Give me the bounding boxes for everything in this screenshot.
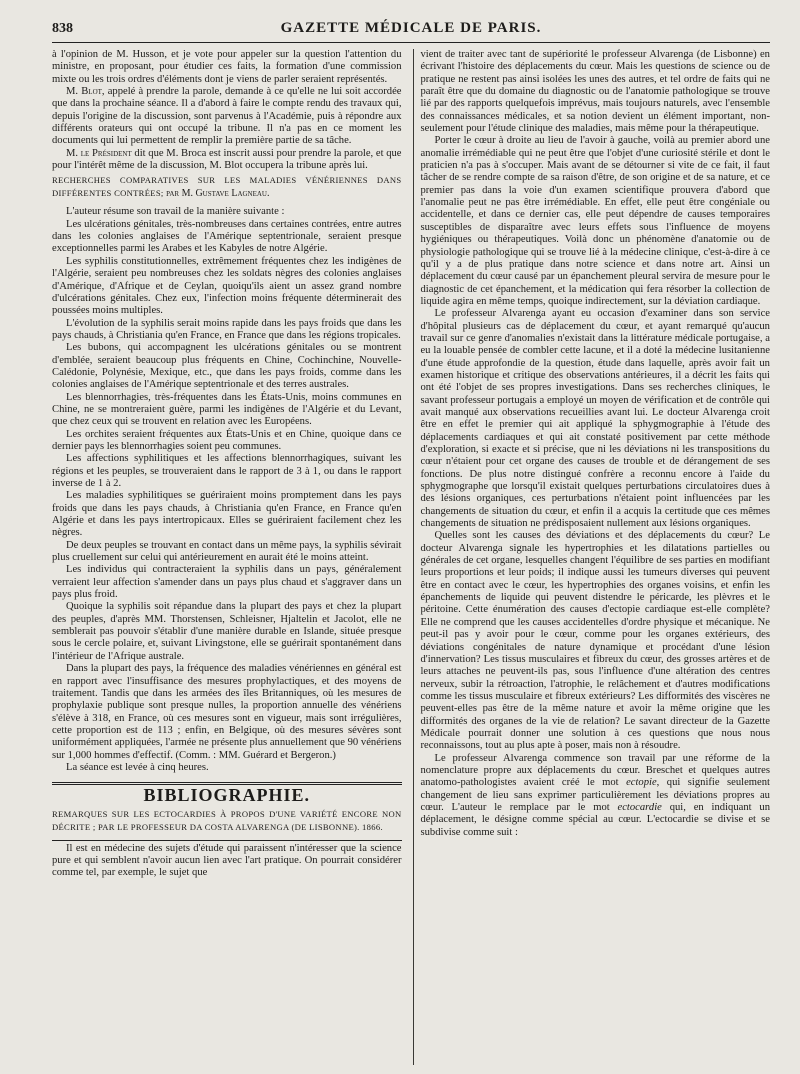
paragraph-text: appelé à prendre la parole, demande à ce qu'elle ne lui soit accordée que dans la prochaine séance. Il a d'abord à faire le compte rendu des travaux qui, depuis l'origine de la discussion, sont parvenus à l'Académie, puis à répondre aux différents orateurs qui ont occupé la tribune. Il n'a pas en ce moment les documents qui lui permettent de remplir la première partie de sa tâche. bbox=[52, 86, 402, 147]
speaker-name: M. le Président bbox=[66, 147, 132, 159]
page-number: 838 bbox=[52, 21, 73, 36]
paragraph-text: Le professeur Alvarenga commence son travail par une réforme de la nomenclature propre aux déplacements du cœur. Breschet et quelques autres anatomo-pathologistes avaient créé le mot bbox=[420, 752, 770, 789]
paragraph: à l'opinion de M. Husson, et je vote pour appeler sur la question l'attention du ministre, en proposant, pour étudier ces faits, la formation d'une commission mixte ou les trois ordres d'éléments dont je viens de parler seraient représentés. bbox=[52, 49, 402, 85]
paragraph: Les orchites seraient fréquentes aux États-Unis et en Chine, quoique dans ce dernier pays les blennorrhagies soient peu communes. bbox=[52, 428, 402, 452]
term-ectocardie: ectocardie bbox=[617, 801, 662, 813]
section-title: RECHERCHES COMPARATIVES SUR LES MALADIES VÉNÉRIENNES DANS DIFFÉRENTES CONTRÉES; bbox=[52, 175, 402, 199]
paragraph bbox=[420, 753, 770, 839]
paragraph: L'auteur résume son travail de la manière suivante : bbox=[66, 206, 285, 218]
text-columns bbox=[52, 49, 770, 1065]
paragraph bbox=[52, 86, 402, 148]
paragraph: Dans la plupart des pays, la fréquence des maladies vénériennes en général est en rapport avec l'insuffisance des mesures prophylactiques, et des moyens de traitement. Tandis que dans les armées des îles Britanniques, où les mesures de prophylaxie publique sont presque nulles, la proportion annuelle des vénériens s'élève à 318, en France, où ces mesures sont en vigueur, mais sont irrégulières, cette proportion est de 113 ; enfin, en Belgique, où des mesures sévères sont uniformément appliquées, l'armée ne présente plus annuellement que 90 vénériens sur 1,000 hommes d'effectif. (Comm. : MM. Guérard et Bergeron.) bbox=[52, 663, 402, 761]
paragraph: vient de traiter avec tant de supériorité le professeur Alvarenga (de Lisbonne) en écrivant l'histoire des déplacements du cœur. Mais les questions de science ou de pratique ne restent pas ainsi isolées les unes des autres, et tel ordre de faits qui ne paraît être que du domaine du diagnostic ou de l'anatomie pathologique se trouve lié par des rapports quelquefois imprévus, mais toujours naturels, avec l'ensemble des connaissances médicales, et sa notion devient un élément important, non-seulement pour l'étude clinique des maladies, mais même pour la thérapeutique. bbox=[420, 49, 770, 135]
reference-divider bbox=[52, 840, 402, 841]
paragraph: L'évolution de la syphilis serait moins rapide dans les pays froids que dans les pays chauds, à Christiania qu'en France, en France que dans les régions tropicales. bbox=[52, 317, 402, 341]
paragraph-text: dit que M. Broca est inscrit aussi pour prendre la parole, et que pour l'intérêt même de la discussion, M. Blot occupera la tribune après lui. bbox=[52, 147, 402, 172]
speaker-name: M. Blot, bbox=[66, 86, 105, 98]
paragraph: De deux peuples se trouvant en contact dans un même pays, la syphilis sévirait plus cruellement sur celui qui antérieurement en aurait été le moins atteint. bbox=[52, 539, 402, 564]
paragraph: Les maladies syphilitiques se guériraient moins promptement dans les pays froids que dans les pays chauds, à Christiania qu'en France, en France qu'en Algérie et dans les pays intertropicaux. Elles se guériraient facilement chez les nègres. bbox=[52, 490, 402, 539]
paragraph: La séance est levée à cinq heures. bbox=[66, 761, 209, 773]
paragraph-text: , qui signifie seulement changement de lieu sans exprimer particulièrement les déviations propres au cœur. L'auteur le remplace par le mot bbox=[420, 777, 770, 813]
bibliography-heading: BIBLIOGRAPHIE. bbox=[143, 785, 311, 806]
term-ectopie: ectopie bbox=[626, 777, 657, 789]
paragraph-text: qui, en indiquant un déplacement, le désigne comme spécial au cœur. L'ectocardie se divise et se subdivise comme suit : bbox=[420, 801, 770, 838]
paragraph: Quelles sont les causes des déviations et des déplacements du cœur? Le docteur Alvarenga signale les hypertrophies et les dilatations partielles ou générales de cet organe, lesquelles changent l'équilibre de ses parties en modifiant leurs proportions et leur poids; il indique aussi les tumeurs diverses qui peuvent être en contact avec le cœur, les hypertrophies des organes voisins, et enfin les épanchements de liquide qui peuvent distendre le péricarde, les plèvres et le péritoine. Cette énumération des causes d'ectopie cardiaque est-elle complète? Elle ne comprend que les causes accidentelles d'ordre physique et mécanique. Ne peut-il pas y avoir pour le cœur, comme pour les organes extérieurs, des déviations congénitales de nature dynamique et procédant d'une lésion d'innervation? Les tissus musculaires et fibreux du cœur, des grosses artères et de leurs attaches ne peuvent-ils pas, sous l'influence d'une altération des centres nerveux, subir la rétroaction, l'atrophie, le relâchement et d'autres modifications comme les tissus musculaire et fibreux extérieurs? Les difformités des viscères ne peuvent-elles pas être de la même nature et avoir la même origine que les difformités des organes de la vie de relation? Le savant directeur de la Gazette Médicale pourrait donner une solution à ces questions que nous nous reconnaissons, tout au plus apte à poser, mais non à résoudre. bbox=[420, 530, 770, 752]
left-column bbox=[52, 49, 408, 1065]
paragraph: Il est en médecine des sujets d'étude qui paraissent n'intéresser que la science pure et qui semblent n'avoir aucun lien avec l'art pratique. On pourrait considérer comme tel, par exemple, le sujet que bbox=[52, 842, 402, 879]
column-rule bbox=[413, 49, 414, 1065]
paragraph: Les ulcérations génitales, très-nombreuses dans certaines contrées, entre autres dans les colonies anglaises de l'Amérique septentrionale, seraient presque exceptionnelles parmi les Arabes et les Kabyles de notre Algérie. bbox=[52, 218, 402, 255]
right-column bbox=[418, 49, 770, 1065]
paragraph: Quoique la syphilis soit répandue dans la plupart des pays et chez la plupart des peuples, d'après MM. Thorstensen, Schleisner, Hjaltelin et Jacolot, elle ne semblerait pas pouvoir s'établir d'une manière durable en Islande, située presque sous le cercle polaire, et, suivant Livingstone, elle se guérirait spontanément dans l'intérieur de l'Afrique australe. bbox=[52, 601, 402, 662]
section-author: par M. Gustave Lagneau. bbox=[163, 188, 270, 200]
page-header bbox=[52, 20, 770, 43]
paragraph: Porter le cœur à droite au lieu de l'avoir à gauche, voilà au premier abord une anomalie irrémédiable qui ne peut être que l'objet d'une curiosité stérile et dont le praticien n'a pas à s'occuper. Mais avant de se détourner si vite de ce fait, il faut tâcher de se rendre compte de sa raison d'être, de son origine et de sa nature, et ce premier pas dans la voie d'un examen scientifique prouvera d'abord que l'anomalie peut ne pas être irrémédiable. En effet, elle peut être congéniale ou accidentelle, et dans ce dernier cas, elle peut dépendre de causes temporaires susceptibles de disparaître avec leurs effets sous l'influence de moyens hygiéniques ou thérapeutiques. Voilà donc un phénomène d'anatomie ou de physiologie pathologique qui se trouve lié à la médecine clinique, c'est-à-dire à ce qu'il y a de plus pratique dans notre science et dans notre art. Ainsi un déplacement du cœur causé par un épanchement pleural servira de mesure pour le diagnostic de cet épanchement, et la médication qui fera résorber la collection de liquide agira en même temps, quoique indirectement, sur la déviation cardiaque. bbox=[420, 135, 770, 307]
paragraph: Les syphilis constitutionnelles, extrêmement fréquentes chez les indigènes de l'Algérie, seraient peu nombreuses chez les soldats nègres des colonies anglaises d'Amérique, d'Afrique et de Ceylan, quoiqu'ils aient un assez grand nombre d'ulcérations génitales. Chez eux, l'infection moins fréquente déterminerait des poussées moins multiples. bbox=[52, 255, 402, 317]
paragraph: Les affections syphilitiques et les affections blennorrhagiques, suivant les régions et les peuples, se trouveraient dans le rapport de 3 à 1, ou dans le rapport inverse de 1 à 2. bbox=[52, 453, 402, 489]
paragraph: Les blennorrhagies, très-fréquentes dans les États-Unis, moins communes en Chine, ne se montreraient guère, parmi les indigènes de l'Algérie et du Levant, que chez ceux qui se trouvent en relation avec les Européens. bbox=[52, 391, 402, 428]
reference-text: REMARQUES SUR LES ECTOCARDIES À PROPOS D'UNE VARIÉTÉ ENCORE NON DÉCRITE ; PAR LE PROFESSEUR DA COSTA ALVARENGA (DE LISBONNE). 1866. bbox=[52, 808, 402, 832]
paragraph: Les individus qui contracteraient la syphilis dans un pays, généralement verraient leur affection s'amender dans un pays plus chaud et s'aggraver dans un pays plus froid. bbox=[52, 564, 402, 601]
paragraph: Les bubons, qui accompagnent les ulcérations génitales ou se montrent d'emblée, seraient beaucoup plus fréquents en Chine, Cochinchine, Nouvelle-Calédonie, Polynésie, Mexique, etc., que dans les pays froids, comme dans les colonies anglaises de l'Amérique septentrionale et des terres australes. bbox=[52, 342, 402, 391]
paragraph bbox=[52, 148, 402, 173]
paragraph: Le professeur Alvarenga ayant eu occasion d'examiner dans son service d'hôpital plusieurs cas de déplacement du cœur, et ayant remarqué qu'aucun travail sur ce genre d'anomalies n'existait dans la littérature médicale portugaise, a eu la louable pensée de combler cette lacune, et il a doté la médecine lusitanienne d'une étude approfondie de la question, étude dans laquelle, après avoir fait un examen historique et critique des observations antérieures, il a décrit les faits qui ont été l'objet de ses propres investigations. Dans ses recherches cliniques, le savant professeur portugais a employé un moyen de vérification et de contrôle qui avait manqué aux observations recueillies avant lui. Le docteur Alvarenga croit être en effet le premier qui ait appliqué la sphygmographie à l'étude des déplacements cardiaques et qui ait constaté positivement par cette méthode d'exploration, si exacte et si précise, que ni les déviations ni les transpositions du cœur n'étaient pour cet organe des causes de trouble et de dérangement de ses fonctions. De plus notre distingué confrère a reconnu encore à l'aide du sphygmographe que lorsqu'il existait quelques perturbations circulatoires dues à des lésions organiques, ces perturbations n'étaient point influencées par les changements de situation du cœur, et enfin il a acquis la certitude que ces mêmes changements de situation ne prédisposaient nullement aux lésions organiques. bbox=[420, 308, 770, 530]
journal-title: GAZETTE MÉDICALE DE PARIS. bbox=[280, 20, 542, 36]
bibliography-reference bbox=[52, 808, 402, 834]
section-heading bbox=[52, 174, 402, 200]
